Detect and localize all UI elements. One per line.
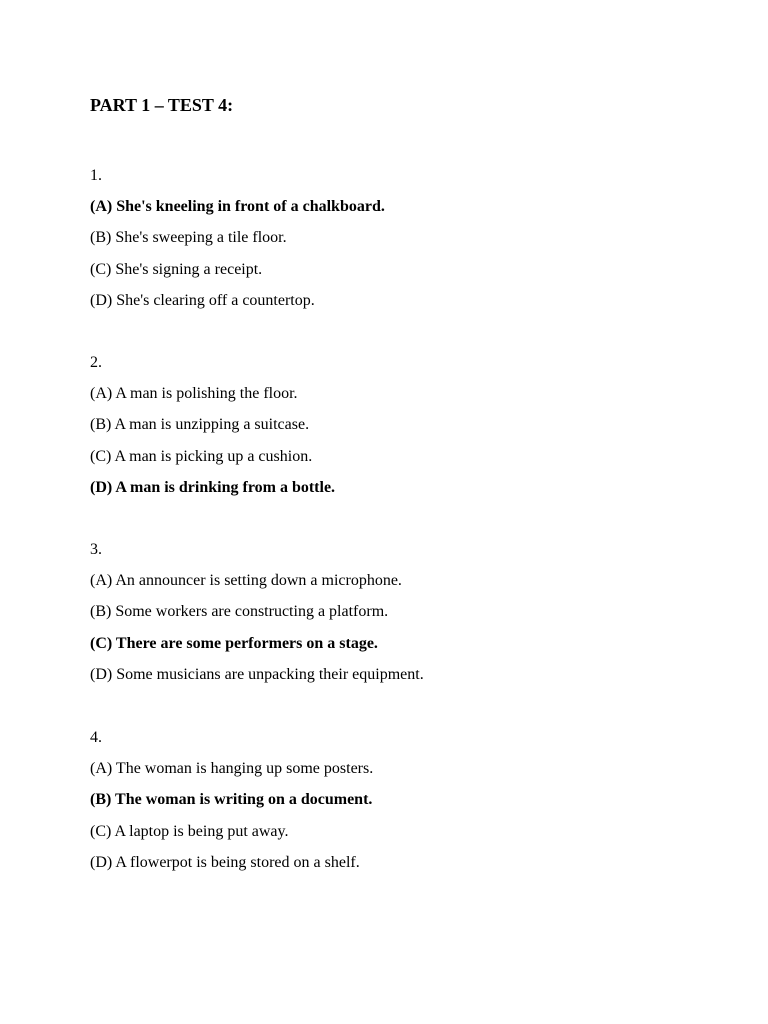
option-d: (D) A flowerpot is being stored on a shelf. (90, 853, 360, 871)
option-d-answer: (D) A man is drinking from a bottle. (90, 478, 336, 496)
question-number: 4. (90, 729, 102, 746)
option-b: (B) A man is unzipping a suitcase. (90, 416, 310, 434)
question-4 (90, 728, 730, 884)
question-number: 3. (90, 541, 102, 558)
option-a: (A) The woman is hanging up some posters. (90, 760, 374, 778)
option-d: (D) Some musicians are unpacking their equipment. (90, 665, 424, 683)
question-number: 2. (90, 354, 102, 371)
question-1 (90, 166, 730, 322)
question-2 (90, 353, 730, 509)
question-3 (90, 540, 730, 696)
option-a: (A) A man is polishing the floor. (90, 385, 298, 403)
option-b: (B) She's sweeping a tile floor. (90, 229, 287, 247)
option-c: (C) A man is picking up a cushion. (90, 447, 313, 465)
option-b-answer: (B) The woman is writing on a document. (90, 791, 373, 809)
page-title: PART 1 – TEST 4: (90, 95, 234, 115)
option-c: (C) A laptop is being put away. (90, 822, 289, 840)
option-a: (A) An announcer is setting down a microphone. (90, 572, 402, 590)
option-c: (C) She's signing a receipt. (90, 260, 263, 278)
question-number: 1. (90, 167, 102, 184)
option-b: (B) Some workers are constructing a platform. (90, 603, 389, 621)
option-d: (D) She's clearing off a countertop. (90, 291, 315, 309)
option-a-answer: (A) She's kneeling in front of a chalkboard. (90, 198, 385, 216)
option-c-answer: (C) There are some performers on a stage. (90, 634, 378, 652)
